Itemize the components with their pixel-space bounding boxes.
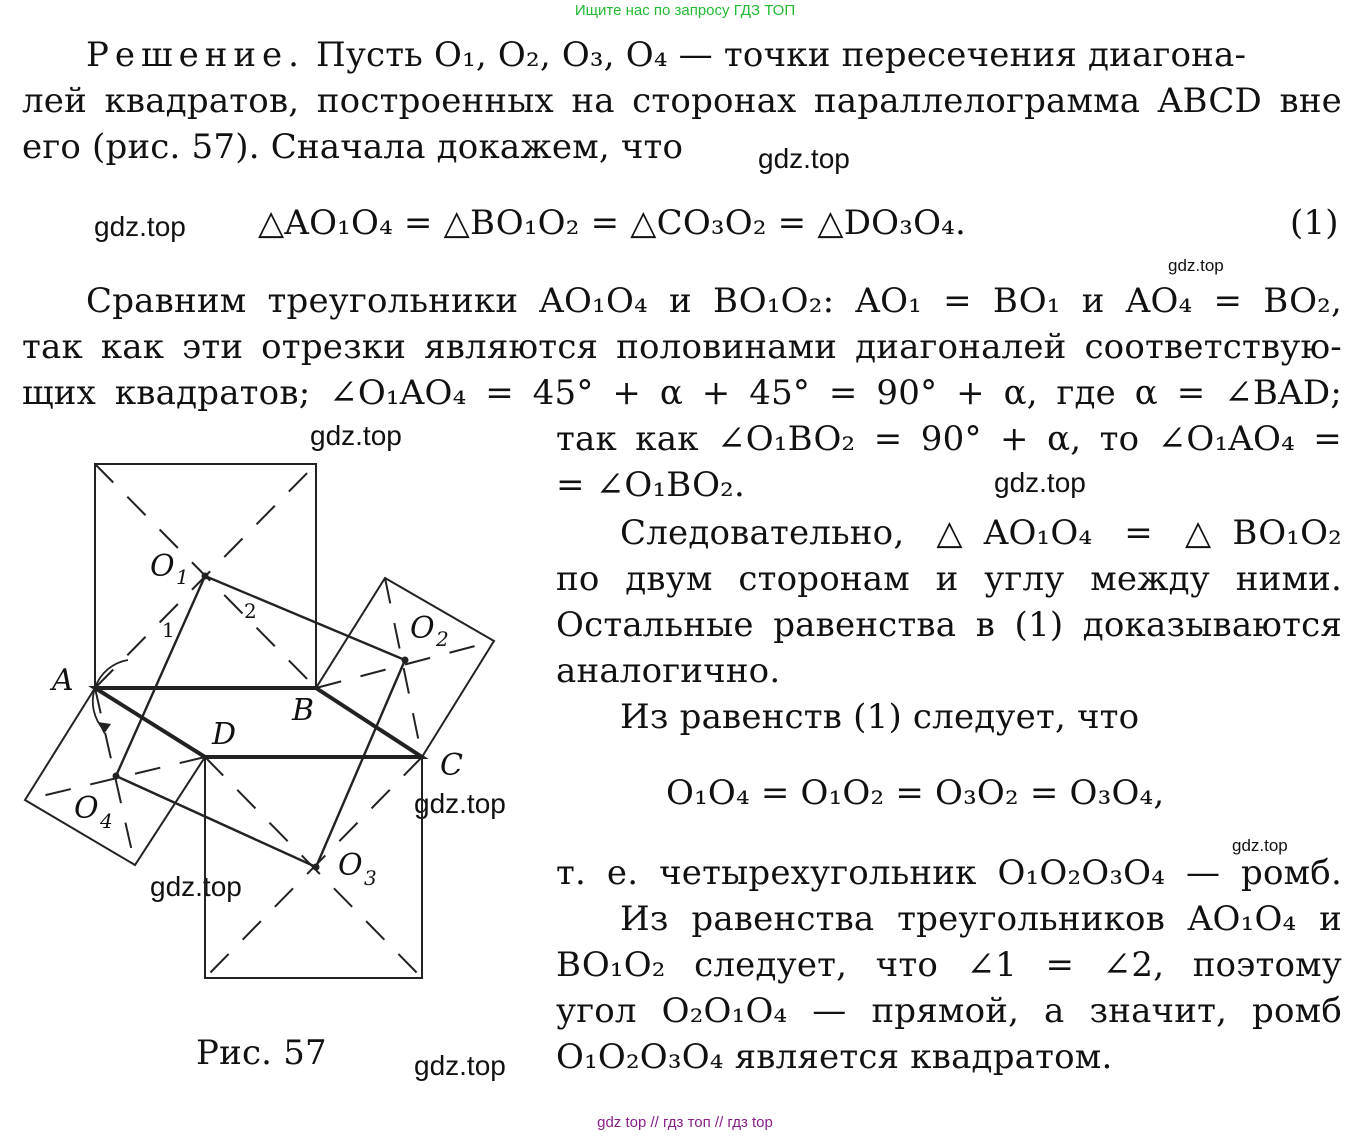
right-line4: по двум сторонам и углу между ними. [556, 559, 1342, 599]
watermark: gdz.top [758, 143, 850, 174]
right-line7: Из равенств (1) следует, что [620, 697, 1140, 737]
right-line6: аналогично. [556, 651, 781, 691]
diag-4 [385, 578, 422, 757]
label-o4-sub: 4 [100, 809, 113, 833]
para1-line1-text: Пусть O₁, O₂, O₃, O₄ — точки пересечения диагона- [304, 35, 1247, 75]
equation-1-number: (1) [1290, 203, 1339, 243]
right-line8: т. е. четырехугольник O₁O₂O₃O₄ — ромб. [556, 853, 1342, 893]
label-o3: O [338, 848, 363, 883]
top-banner[interactable]: Ищите нас по запросу ГДЗ ТОП [574, 2, 796, 19]
right-line5: Остальные равенства в (1) доказываются [556, 605, 1342, 645]
label-d: D [212, 717, 237, 752]
point-o2 [402, 657, 409, 664]
bottom-banner[interactable]: gdz top // гдз топ // гдз top [597, 1114, 773, 1131]
para1-line3: его (рис. 57). Сначала докажем, что [22, 127, 684, 167]
quad-o1o2o3o4 [116, 576, 405, 867]
label-o1: O [150, 549, 175, 584]
watermark: gdz.top [414, 788, 506, 819]
para2-line1: Сравним треугольники AO₁O₄ и BO₁O₂: AO₁ = BO₁ и AO₄ = BO₂, [86, 281, 1342, 321]
para2-line3: щих квадратов; ∠O₁AO₄ = 45° + α + 45° = 90° + α, где α = ∠BAD; [22, 373, 1342, 413]
label-o2-sub: 2 [436, 627, 449, 651]
watermark: gdz.top [150, 871, 242, 902]
label-c: C [440, 748, 463, 783]
label-o1-sub: 1 [176, 565, 189, 589]
angle-arrow [98, 722, 111, 734]
label-b: B [292, 693, 315, 728]
right-line2: = ∠O₁BO₂. [556, 465, 746, 505]
right-line3: Следовательно, △AO₁O₄ = △BO₁O₂ [620, 513, 1342, 553]
label-a: A [52, 663, 74, 698]
right-line9: Из равенства треугольников AO₁O₄ и [620, 899, 1342, 939]
point-o3 [313, 864, 320, 871]
parallelogram-abcd [95, 688, 422, 757]
solution-heading: Решение. [86, 35, 305, 75]
square-on-bc [316, 578, 494, 757]
label-o2: O [410, 611, 435, 646]
point-o1 [202, 573, 209, 580]
right-line10: BO₁O₂ следует, что ∠1 = ∠2, поэтому [556, 945, 1342, 985]
watermark: gdz.top [310, 420, 402, 451]
label-o4: O [74, 791, 99, 826]
right-line11: угол O₂O₁O₄ — прямой, а значит, ромб [556, 991, 1342, 1031]
label-angle-2: 2 [244, 599, 257, 623]
watermark: gdz.top [414, 1050, 506, 1081]
watermark: gdz.top [94, 211, 186, 242]
equation-2: O₁O₄ = O₁O₂ = O₃O₂ = O₃O₄, [666, 773, 1165, 813]
watermark: gdz.top [1168, 256, 1224, 275]
para2-line2: так как эти отрезки являются половинами диагоналей соответствую- [22, 327, 1342, 367]
right-line1: так как ∠O₁BO₂ = 90° + α, то ∠O₁AO₄ = [556, 419, 1342, 459]
para1-line2: лей квадратов, построенных на сторонах параллелограмма ABCD вне [22, 81, 1342, 121]
equation-1: △AO₁O₄ = △BO₁O₂ = △CO₃O₂ = △DO₃O₄. [258, 203, 966, 243]
point-o4 [113, 773, 120, 780]
watermark: gdz.top [994, 467, 1086, 498]
angle-arc [93, 660, 128, 730]
figure-caption: Рис. 57 [196, 1033, 327, 1073]
diag-3 [316, 641, 494, 688]
label-angle-1: 1 [162, 618, 175, 642]
label-o3-sub: 3 [364, 866, 377, 890]
right-line12: O₁O₂O₃O₄ является квадратом. [556, 1037, 1113, 1077]
watermark: gdz.top [1232, 836, 1288, 855]
